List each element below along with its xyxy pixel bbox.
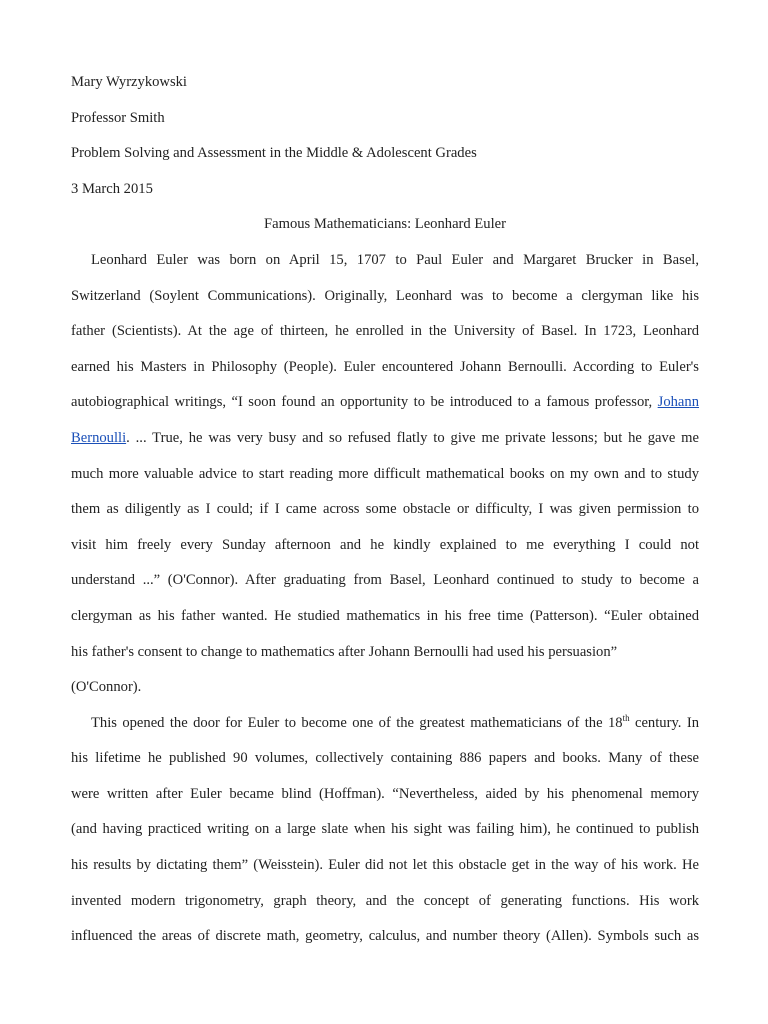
paragraph-line: understand ...” (O'Connor). After graduating from Basel, Leonhard continued to study to become a bbox=[71, 572, 699, 589]
paragraph-line: his lifetime he published 90 volumes, collectively containing 886 papers and books. Many of these bbox=[71, 750, 699, 767]
paragraph-line: invented modern trigonometry, graph theory, and the concept of generating functions. His work bbox=[71, 892, 699, 909]
line-text: . ... True, he was very busy and so refused flatly to give me private lessons; but he gave me bbox=[126, 429, 699, 446]
paragraph-line bbox=[71, 421, 699, 457]
line-text: century. In bbox=[629, 714, 699, 731]
paragraph-1 bbox=[71, 243, 699, 706]
ordinal-superscript: th bbox=[622, 712, 630, 723]
paragraph-line: his father's consent to change to mathematics after Johann Bernoulli had used his persuasion” bbox=[71, 643, 618, 660]
paragraph-line: influenced the areas of discrete math, geometry, calculus, and number theory (Allen). Symbols such as bbox=[71, 928, 699, 945]
paragraph-line: visit him freely every Sunday afternoon and he kindly explained to me everything I could not bbox=[71, 536, 699, 553]
course-name: Problem Solving and Assessment in the Middle & Adolescent Grades bbox=[71, 145, 477, 162]
paragraph-line: his results by dictating them” (Weisstein). Euler did not let this obstacle get in the way of his work. He bbox=[71, 857, 699, 874]
line-text: autobiographical writings, “I soon found an opportunity to be introduced to a famous professor, bbox=[71, 394, 658, 411]
professor-name: Professor Smith bbox=[71, 109, 165, 126]
date: 3 March 2015 bbox=[71, 180, 153, 197]
paragraph-line: (and having practiced writing on a large slate when his sight was failing him), he continued to publish bbox=[71, 821, 699, 838]
paragraph-line: were written after Euler became blind (Hoffman). “Nevertheless, aided by his phenomenal memory bbox=[71, 785, 699, 802]
paragraph-line: Switzerland (Soylent Communications). Originally, Leonhard was to become a clergyman like his bbox=[71, 287, 699, 304]
document-body bbox=[71, 65, 699, 955]
paragraph-line bbox=[71, 706, 699, 742]
paragraph-line bbox=[71, 385, 699, 421]
johann-bernoulli-link[interactable]: Johann bbox=[657, 394, 699, 411]
student-name: Mary Wyrzykowski bbox=[71, 74, 187, 90]
paragraph-line: them as diligently as I could; if I came across some obstacle or difficulty, I was given permission to bbox=[71, 501, 699, 518]
essay-title: Famous Mathematicians: Leonhard Euler bbox=[264, 216, 506, 233]
paragraph-2 bbox=[71, 706, 699, 955]
paragraph-line: earned his Masters in Philosophy (People). Euler encountered Johann Bernoulli. According to Euler's bbox=[71, 358, 699, 375]
johann-bernoulli-link-continued[interactable]: Bernoulli bbox=[71, 429, 127, 446]
line-text: This opened the door for Euler to become one of the greatest mathematicians of the 18 bbox=[91, 714, 623, 731]
paragraph-line: much more valuable advice to start reading more difficult mathematical books on my own and to study bbox=[71, 465, 699, 482]
paragraph-line: clergyman as his father wanted. He studied mathematics in his free time (Patterson). “Euler obtained bbox=[71, 607, 699, 624]
paragraph-line: Leonhard Euler was born on April 15, 1707 to Paul Euler and Margaret Brucker in Basel, bbox=[91, 251, 699, 268]
paragraph-line: (O'Connor). bbox=[71, 679, 142, 696]
paragraph-line: father (Scientists). At the age of thirteen, he enrolled in the University of Basel. In 1723, Leonhard bbox=[71, 323, 699, 340]
